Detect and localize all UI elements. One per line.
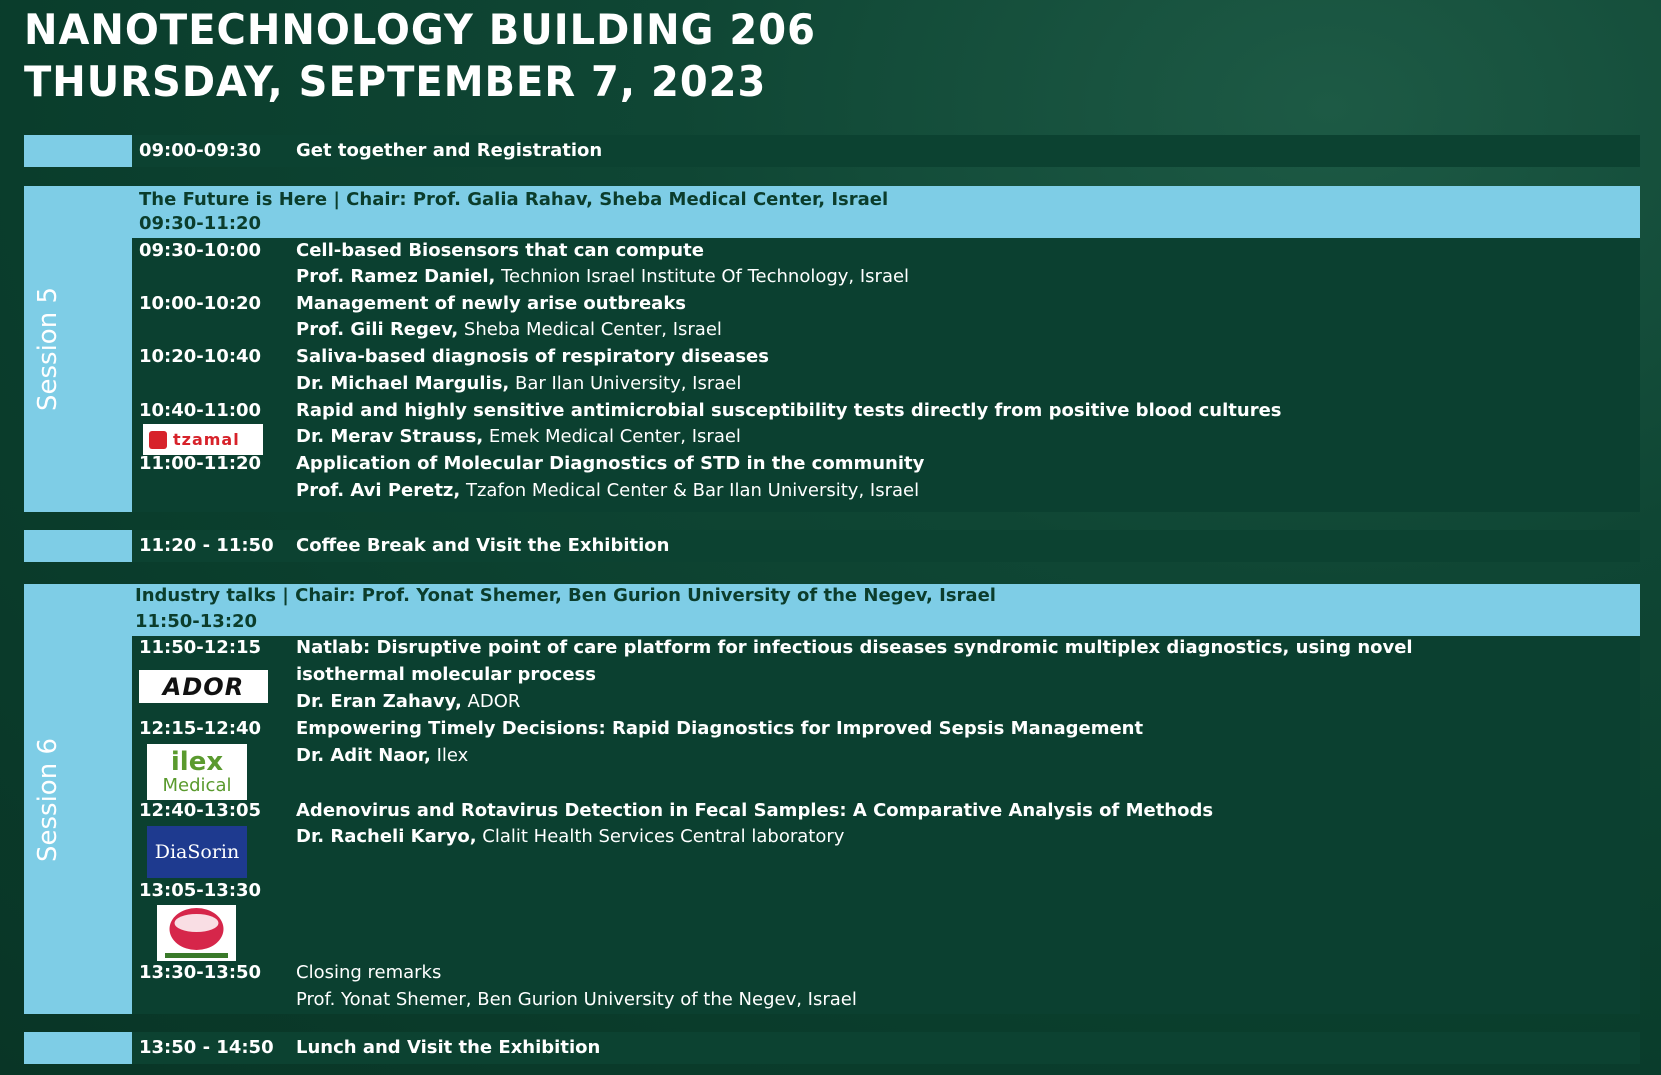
ilex-logo-text: ilex <box>170 747 224 777</box>
session6-title: Industry talks | Chair: Prof. Yonat Shemer, Ben Gurion University of the Negev, Israel <box>135 585 996 606</box>
header-title-line1: NANOTECHNOLOGY BUILDING 206 <box>24 6 816 55</box>
talk-affiliation: Clalit Health Services Central laboratory <box>476 826 845 847</box>
talk-speaker-line <box>296 426 741 447</box>
talk-title: Cell-based Biosensors that can compute <box>296 240 704 261</box>
session5-time: 09:30-11:20 <box>139 213 262 234</box>
talk-speaker: Prof. Avi Peretz, <box>296 480 461 501</box>
talk-speaker: Dr. Michael Margulis, <box>296 373 510 394</box>
break-title: Lunch and Visit the Exhibition <box>296 1037 601 1058</box>
talk-time: 12:40-13:05 <box>139 800 262 821</box>
talk-title-line2: isothermal molecular process <box>296 664 596 685</box>
talk-title: Application of Molecular Diagnostics of STD in the community <box>296 453 925 474</box>
talk-title: Saliva-based diagnosis of respiratory diseases <box>296 346 769 367</box>
talk-speaker-line <box>296 319 722 340</box>
talk-time: 09:30-10:00 <box>139 240 262 261</box>
talk-title: Management of newly arise outbreaks <box>296 293 687 314</box>
break-marker <box>24 1032 132 1064</box>
break-row-registration <box>24 135 1640 167</box>
talk-speaker: Prof. Yonat Shemer, Ben Gurion University of the Negev, Israel <box>296 989 857 1010</box>
talk-speaker-line <box>296 480 919 501</box>
talk-time: 11:50-12:15 <box>139 637 262 658</box>
header-title-line2: THURSDAY, SEPTEMBER 7, 2023 <box>24 58 767 107</box>
talk-title-line1: Natlab: Disruptive point of care platform for infectious diseases syndromic multiplex diagnostics, using novel <box>296 637 1413 658</box>
break-time: 11:20 - 11:50 <box>139 535 274 556</box>
talk-time: 11:00-11:20 <box>139 453 262 474</box>
heart-logo <box>157 905 236 961</box>
talk-speaker-line <box>296 745 468 766</box>
talk-speaker: Prof. Ramez Daniel, <box>296 266 496 287</box>
ador-logo-text: ADOR <box>162 672 245 701</box>
talk-affiliation: Technion Israel Institute Of Technology, Israel <box>495 266 910 287</box>
talk-time: 12:15-12:40 <box>139 718 262 739</box>
talk-time: 10:00-10:20 <box>139 293 262 314</box>
diasorin-logo <box>147 826 247 878</box>
heart-logo-icon <box>157 905 236 961</box>
talk-speaker-line <box>296 691 520 712</box>
tzamal-logo-text: tzamal <box>173 430 240 449</box>
session6-label: Session 6 <box>33 738 63 863</box>
ador-logo <box>139 670 268 703</box>
tzamal-logo-icon <box>149 431 167 449</box>
break-marker <box>24 530 132 562</box>
talk-time: 10:40-11:00 <box>139 400 262 421</box>
talk-speaker: Dr. Adit Naor, <box>296 745 431 766</box>
talk-speaker-line <box>296 826 844 847</box>
break-time: 13:50 - 14:50 <box>139 1037 274 1058</box>
break-title: Get together and Registration <box>296 140 603 161</box>
talk-time: 13:30-13:50 <box>139 962 262 983</box>
talk-speaker: Dr. Eran Zahavy, <box>296 691 462 712</box>
session6-time: 11:50-13:20 <box>135 611 258 632</box>
talk-affiliation: Ilex <box>430 745 469 766</box>
talk-speaker-line <box>296 373 741 394</box>
break-marker <box>24 135 132 167</box>
talk-affiliation: Emek Medical Center, Israel <box>483 426 741 447</box>
talk-affiliation: Tzafon Medical Center & Bar Ilan University, Israel <box>460 480 920 501</box>
ilex-logo <box>147 744 247 800</box>
talk-affiliation: Bar Ilan University, Israel <box>509 373 742 394</box>
break-title: Coffee Break and Visit the Exhibition <box>296 535 670 556</box>
talk-time: 10:20-10:40 <box>139 346 262 367</box>
session5-title: The Future is Here | Chair: Prof. Galia Rahav, Sheba Medical Center, Israel <box>139 189 889 210</box>
talk-speaker: Dr. Racheli Karyo, <box>296 826 477 847</box>
talk-speaker-line <box>296 266 909 287</box>
diasorin-logo-text: DiaSorin <box>154 841 240 863</box>
talk-title: Closing remarks <box>296 962 442 983</box>
talk-speaker: Dr. Merav Strauss, <box>296 426 484 447</box>
tzamal-logo <box>143 424 263 455</box>
ilex-logo-subtext: Medical <box>162 775 232 796</box>
talk-speaker: Prof. Gili Regev, <box>296 319 459 340</box>
talk-time: 13:05-13:30 <box>139 880 262 901</box>
talk-title: Rapid and highly sensitive antimicrobial susceptibility tests directly from positive blood cultures <box>296 400 1282 421</box>
talk-title: Adenovirus and Rotavirus Detection in Fecal Samples: A Comparative Analysis of Methods <box>296 800 1214 821</box>
break-time: 09:00-09:30 <box>139 140 262 161</box>
session5-label: Session 5 <box>33 287 63 412</box>
talk-title: Empowering Timely Decisions: Rapid Diagnostics for Improved Sepsis Management <box>296 718 1144 739</box>
talk-affiliation: ADOR <box>461 691 521 712</box>
talk-affiliation: Sheba Medical Center, Israel <box>458 319 722 340</box>
